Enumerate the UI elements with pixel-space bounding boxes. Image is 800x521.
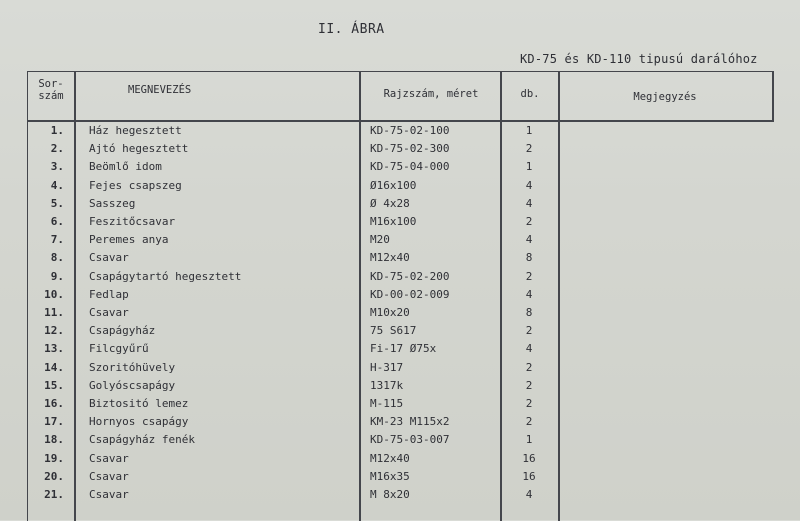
quantity: 4 [525,342,533,356]
header-megnevezes: MEGNEVEZÉS [128,84,192,96]
header-megjegyzes: Megjegyzés [633,91,697,103]
quantity: 4 [525,287,533,301]
table-row [28,251,774,269]
table-row [28,124,774,142]
quantity: 2 [525,142,533,156]
table-row [28,142,774,160]
drawing-number: M16x100 [370,215,417,228]
part-name: Biztositó lemez [89,397,189,410]
drawing-number: M10x20 [370,306,410,319]
quantity: 2 [525,397,533,410]
row-number: 10. [44,287,64,301]
part-name: Csavar [89,306,129,319]
part-name: Csapágyház [89,324,156,338]
table-row [28,324,774,342]
part-name: Sasszeg [89,196,136,210]
quantity: 2 [525,360,533,374]
part-name: Ház hegesztett [89,124,182,137]
quantity: 1 [525,433,533,447]
header-rajzszam: Rajzszám, méret [383,88,479,100]
quantity: 8 [525,306,533,319]
parts-table [27,71,774,521]
part-name: Csavar [89,488,129,501]
table-row [28,415,774,433]
quantity: 2 [525,415,533,429]
quantity: 16 [522,469,536,483]
table-row [28,397,774,415]
header-divider [28,120,774,122]
drawing-number: Ø16x100 [370,178,417,192]
drawing-number: Ø 4x28 [370,196,410,210]
part-name: Csavar [89,469,129,483]
header-sorszam [28,78,74,102]
drawing-number: M20 [370,233,390,247]
drawing-number: KD-75-03-007 [370,433,450,447]
table-row [28,288,774,306]
part-name: Szoritóhüvely [89,360,176,374]
quantity: 16 [522,451,536,465]
table-row [28,197,774,215]
row-number: 17. [44,415,64,429]
drawing-number: KD-75-02-200 [370,269,450,283]
table-row [28,160,774,178]
part-name: Fedlap [89,287,129,301]
part-name: Feszitőcsavar [89,215,176,228]
quantity: 1 [525,124,533,137]
quantity: 8 [525,251,533,265]
row-number: 1. [50,124,64,137]
row-number: 20. [44,469,64,483]
quantity: 4 [525,196,533,210]
part-name: Csapágyház fenék [89,433,195,447]
quantity: 1 [525,160,533,174]
drawing-number: M16x35 [370,469,410,483]
drawing-number: KD-00-02-009 [370,287,450,301]
document-subtitle: KD-75 és KD-110 tipusú darálóhoz [520,52,758,66]
quantity: 4 [525,233,533,247]
part-name: Peremes anya [89,233,169,247]
row-number: 3. [50,160,64,174]
table-row [28,215,774,233]
header-sorszam-line2: szám [38,90,64,102]
row-number: 11. [44,306,64,319]
part-name: Filcgyűrű [89,342,149,356]
part-name: Csavar [89,251,129,265]
quantity: 2 [525,215,533,228]
table-row [28,179,774,197]
drawing-number: 1317k [370,378,404,392]
table-row [28,452,774,470]
drawing-number: M 8x20 [370,488,410,501]
drawing-number: KD-75-02-100 [370,124,450,137]
row-number: 19. [44,451,64,465]
column-divider [772,72,774,122]
drawing-number: M12x40 [370,451,410,465]
part-name: Beömlő idom [89,160,162,174]
table-row [28,488,774,506]
header-sorszam-line1: Sor- [38,78,64,90]
quantity: 2 [525,269,533,283]
row-number: 2. [50,142,64,156]
part-name: Fejes csapszeg [89,178,182,192]
drawing-number: KD-75-04-000 [370,160,450,174]
row-number: 12. [44,324,64,338]
row-number: 13. [44,342,64,356]
table-row [28,361,774,379]
row-number: 15. [44,378,64,392]
table-row [28,233,774,251]
part-name: Csapágytartó hegesztett [89,269,242,283]
table-row [28,470,774,488]
table-row [28,270,774,288]
table-row [28,379,774,397]
row-number: 8. [50,251,64,265]
part-name: Hornyos csapágy [89,415,189,429]
drawing-number: Fi-17 Ø75x [370,342,437,356]
part-name: Csavar [89,451,129,465]
row-number: 6. [50,215,64,228]
table-row [28,342,774,360]
part-name: Ajtó hegesztett [89,142,189,156]
drawing-number: M-115 [370,397,404,410]
part-name: Golyóscsapágy [89,378,176,392]
row-number: 4. [50,178,64,192]
drawing-number: M12x40 [370,251,410,265]
quantity: 4 [525,488,533,501]
quantity: 4 [525,178,533,192]
row-number: 7. [50,233,64,247]
row-number: 14. [44,360,64,374]
header-db: db. [520,88,540,100]
drawing-number: KD-75-02-300 [370,142,450,156]
row-number: 5. [50,196,64,210]
row-number: 18. [44,433,64,447]
quantity: 2 [525,378,533,392]
table-row [28,306,774,324]
drawing-number: H-317 [370,360,404,374]
table-row [28,433,774,451]
page-title: II. ÁBRA [318,22,385,37]
row-number: 9. [50,269,64,283]
row-number: 21. [44,488,64,501]
row-number: 16. [44,397,64,410]
drawing-number: 75 S617 [370,324,417,338]
drawing-number: KM-23 M115x2 [370,415,450,429]
quantity: 2 [525,324,533,338]
